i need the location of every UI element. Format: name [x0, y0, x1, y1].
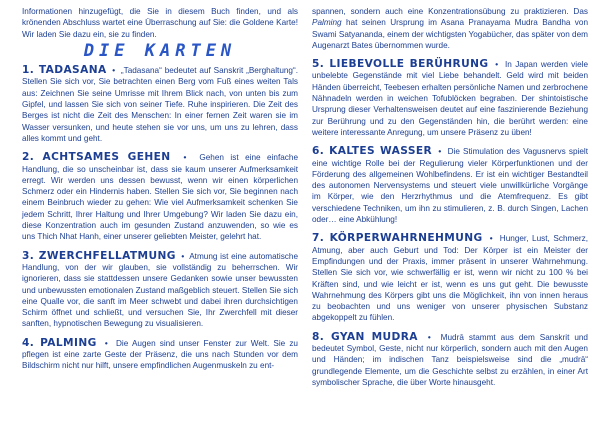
page-heading: DIE KARTEN — [83, 40, 237, 61]
section-body: „Tadasana“ bedeutet auf Sanskrit „Berghaltung“. Stellen Sie sich vor, Sie betrachten einen Berg vom Fuß eines weiten Tals aus: Zeichnen Sie seine Umrisse mit Ihrem Blick nach, von unten bis zum Gipfel, und lassen Sie sich von seiner Tiefe. Ruhe inspirieren. Die Zeit des Berges ist nicht die Zeit des Menschen: In einer fernen Zeit waren sie im Wasser versunken, und heute stehen sie vor uns, um uns zu lehren, dass alles kommt und geht. — [22, 66, 298, 143]
section-2 — [22, 152, 298, 242]
continuation-text: hat seinen Ursprung im Asana Pranayama Mudra Bandha von Swami Satyananda, einem der wichtigsten Yogabücher, das später von dem Augenarzt Bates übernommen wurde. — [312, 18, 588, 50]
section-title: 5. LIEBEVOLLE BERÜHRUNG — [312, 58, 489, 71]
bullet-separator: • — [486, 234, 497, 244]
section-title: 8. GYAN MUDRA — [312, 330, 418, 343]
bullet-separator: • — [109, 66, 119, 76]
section-8 — [312, 332, 588, 388]
bullet-separator: • — [491, 60, 502, 70]
section-3 — [22, 251, 298, 330]
bullet-separator: • — [100, 338, 112, 348]
section-title: 1. TADASANA — [22, 64, 107, 77]
continuation-text: spannen, sondern auch eine Konzentrationsübung zu praktizieren. Das — [312, 7, 588, 16]
section-title: 3. ZWERCHFELLATMUNG — [22, 249, 176, 262]
section-body: Mudrā stammt aus dem Sanskrit und bedeutet Symbol, Geste, nicht nur körperlich, sondern auch mit den Augen und Händen; im indischen Tanz beispielsweise sind die „mudrā“ grundlegende Elemente, um die Geschichte selbst zu erzählen, in einer Art symbolischer Sprache, die über Worte hinausgeht. — [312, 332, 588, 387]
section-7 — [312, 233, 588, 323]
section-body: Atmung ist eine automatische Handlung, von der wir glauben, sie vollständig zu beherrschen. Wir ignorieren, dass sie stattdessen unsere Gedanken sowie unser bewussten und unbewussten emotionalen Zustand maßgeblich steuert. Stellen Sie sich eine Qualle vor, die sanft im Meer schwebt und dabei ihren durchsichtigen Schirm öffnet und schließt, und versuchen Sie, Ihr Zwerchfell mit dieser sanften, hypnotischen Bewegung zu visualisieren. — [22, 251, 299, 329]
bullet-separator: • — [178, 251, 187, 261]
continuation-paragraph — [312, 6, 588, 51]
intro-paragraph: Informationen hinzugefügt, die Sie in diesem Buch finden, und als krönenden Abschluss wartet eine Überraschung auf Sie: die Goldene Karte! Wir laden Sie dazu ein, sie zu finden. — [22, 7, 298, 39]
section-body: Die Augen sind unser Fenster zur Welt. Sie zu pflegen ist eine zarte Geste der Präsenz, die uns nach Stunden vor dem Bildschirm nicht nur hilft, unsere empfindlichen Augenmuskeln zu ent- — [22, 338, 298, 371]
section-body: Die Stimulation des Vagusnervs spielt eine wichtige Rolle bei der Regulierung vieler Körperfunktionen und der Förderung des allgemeinen Wohlbefindens. Er ist ein wichtiger Bestandteil des autonomen Nervensystems und steuert viele unwillkürliche Vorgänge im Körper, wie den Herzrhythmus und die Atemfrequenz. Es gibt verschiedene Techniken, um ihn zu stimulieren, z. B. durch Singen, Lachen oder… eine Abkühlung! — [312, 147, 588, 225]
bullet-separator: • — [177, 153, 193, 163]
bullet-separator: • — [422, 332, 436, 342]
section-title: 6. KALTES WASSER — [312, 145, 433, 158]
bullet-separator: • — [435, 147, 445, 157]
section-title: 4. PALMING — [22, 336, 97, 349]
section-6 — [312, 146, 588, 225]
palming-word: Palming — [312, 18, 342, 28]
right-page — [312, 6, 588, 396]
section-body: Gehen ist eine einfache Handlung, die so unscheinbar ist, dass sie kaum unserer Aufmerksamkeit erregt. Wir werden uns dessen bewusst, wenn wir einen körperlichen Schmerz oder ein Hindernis haben. Stellen Sie sich vor, Sie beginnen nach einem Beinbruch wieder zu gehen: Wie viel Aufmerksamkeit schenken Sie jedem Schritt, Ihrer Haltung und Ihrer Umgebung? Wir laden Sie dazu ein, diese Konzentration auch im gesunden Zustand anzuwenden, so wie es uns Thich Nhat Hanh, einer unserer geliebten Meister, gelehrt hat. — [22, 153, 299, 242]
section-body: Hunger, Lust, Schmerz, Atmung, aber auch Geburt und Tod: Der Körper ist ein Meister der Empfindungen und der Praxis, immer präsent in unserer Wahrnehmung. Stellen Sie sich vor, wie schwerfällig er ist, wenn wir nicht zu 100 % bei Kräften sind, und wie leicht er ist, wenn es uns gut geht. Die bewusste Wahrnehmung des Körpers gibt uns die Möglichkeit, ihn von innen heraus zu beobachten und uns weniger von unserer physischen Substanz abgekoppelt zu fühlen. — [312, 234, 588, 323]
section-5 — [312, 59, 588, 138]
section-4 — [22, 338, 298, 372]
section-body: In Japan werden viele unbelebte Gegenstände mit viel Liebe behandelt. Geld wird mit beiden Händen überreicht, Teebesen erhalten persönliche Namen und zerbrochene Nähnadeln werden in weichen Tofublöcken begraben. Der shintoistische Ursprung dieser Verhaltensweisen deutet auf eine faszinierende Beziehung zur Berührung und zu den Gegenständen hin, die berührt werden: eine weitere interessante Anregung, um unsere Präsenz zu üben! — [312, 60, 588, 137]
section-1 — [22, 65, 298, 144]
section-title: 7. KÖRPERWAHRNEHMUNG — [312, 232, 483, 245]
section-title: 2. ACHTSAMES GEHEN — [22, 151, 171, 164]
left-page — [22, 6, 298, 380]
